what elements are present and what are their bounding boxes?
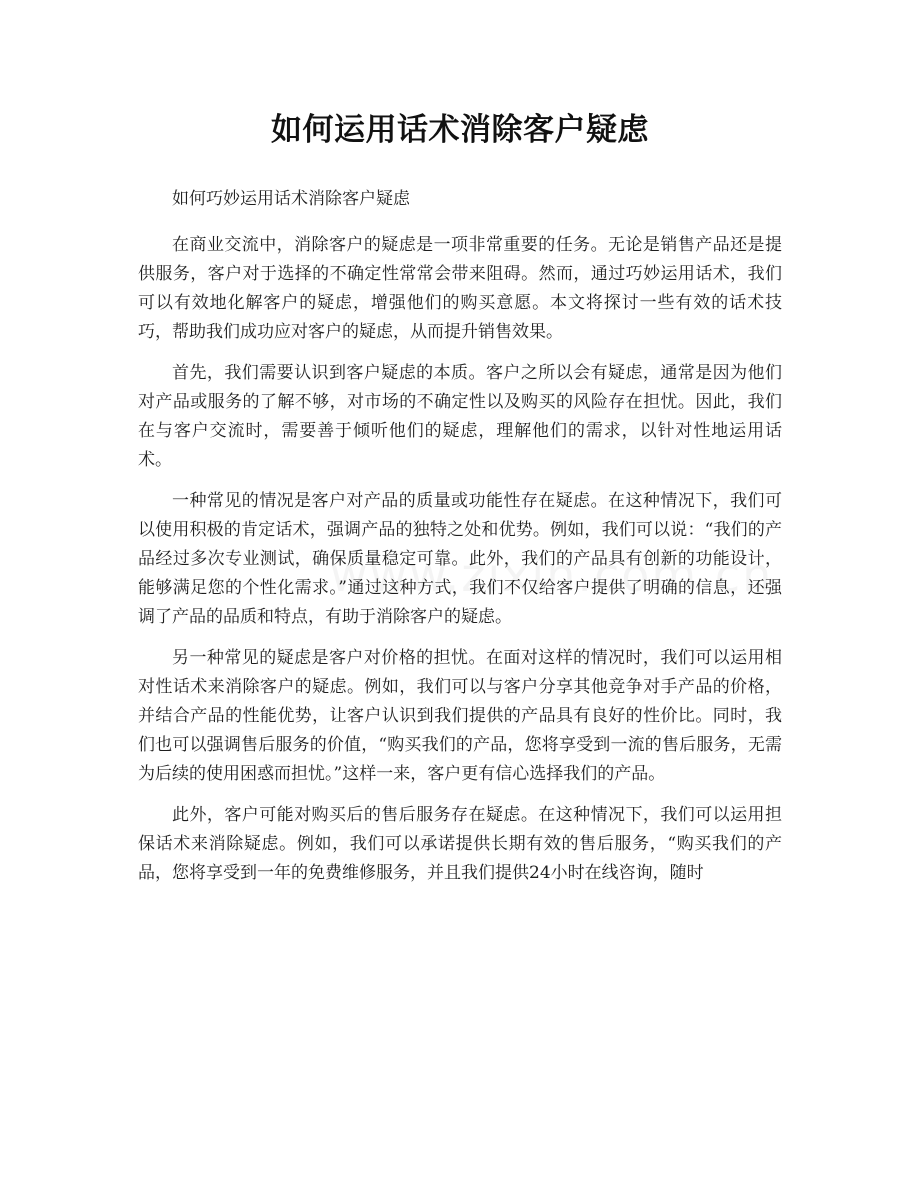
paragraph-intro: 在商业交流中，消除客户的疑虑是一项非常重要的任务。无论是销售产品还是提供服务，客户对于选择的不确定性常常会带来阻碍。然而，通过巧妙运用话术，我们可以有效地化解客户的疑虑，增强他们的购买意愿。本文将探讨一些有效的话术技巧，帮助我们成功应对客户的疑虑，从而提升销售效果。 — [138, 235, 782, 342]
paragraph-price-doubts: 另一种常见的疑虑是客户对价格的担忧。在面对这样的情况时，我们可以运用相对性话术来消除客户的疑虑。例如，我们可以与客户分享其他竞争对手产品的价格，并结合产品的性能优势，让客户认识到我们提供的产品具有良好的性价比。同时，我们也可以强调售后服务的价值，“购买我们的产品，您将享受到一流的售后服务，无需为后续的使用困惑而担忧。”这样一来，客户更有信心选择我们的产品。 — [138, 648, 782, 784]
document-subtitle: 如何巧妙运用话术消除客户疑虑 — [172, 189, 410, 209]
document-title: 如何运用话术消除客户疑虑 — [271, 112, 649, 148]
paragraph-after-sales-doubts: 此外，客户可能对购买后的售后服务存在疑虑。在这种情况下，我们可以运用担保话术来消除疑虑。例如，我们可以承诺提供长期有效的售后服务，“购买我们的产品，您将享受到一年的免费维修服务，并且我们提供24小时在线咨询，随时 — [138, 805, 782, 883]
paragraph-nature-of-doubts: 首先，我们需要认识到客户疑虑的本质。客户之所以会有疑虑，通常是因为他们对产品或服务的了解不够，对市场的不确定性以及购买的风险存在担忧。因此，我们在与客户交流时，需要善于倾听他们的疑虑，理解他们的需求，以针对性地运用话术。 — [138, 363, 782, 470]
document-body — [138, 185, 782, 900]
paragraph-quality-doubts: 一种常见的情况是客户对产品的质量或功能性存在疑虑。在这种情况下，我们可以使用积极的肯定话术，强调产品的独特之处和优势。例如，我们可以说：“我们的产品经过多次专业测试，确保质量稳定可靠。此外，我们的产品具有创新的功能设计，能够满足您的个性化需求。”通过这种方式，我们不仅给客户提供了明确的信息，还强调了产品的品质和特点，有助于消除客户的疑虑。 — [138, 491, 782, 627]
